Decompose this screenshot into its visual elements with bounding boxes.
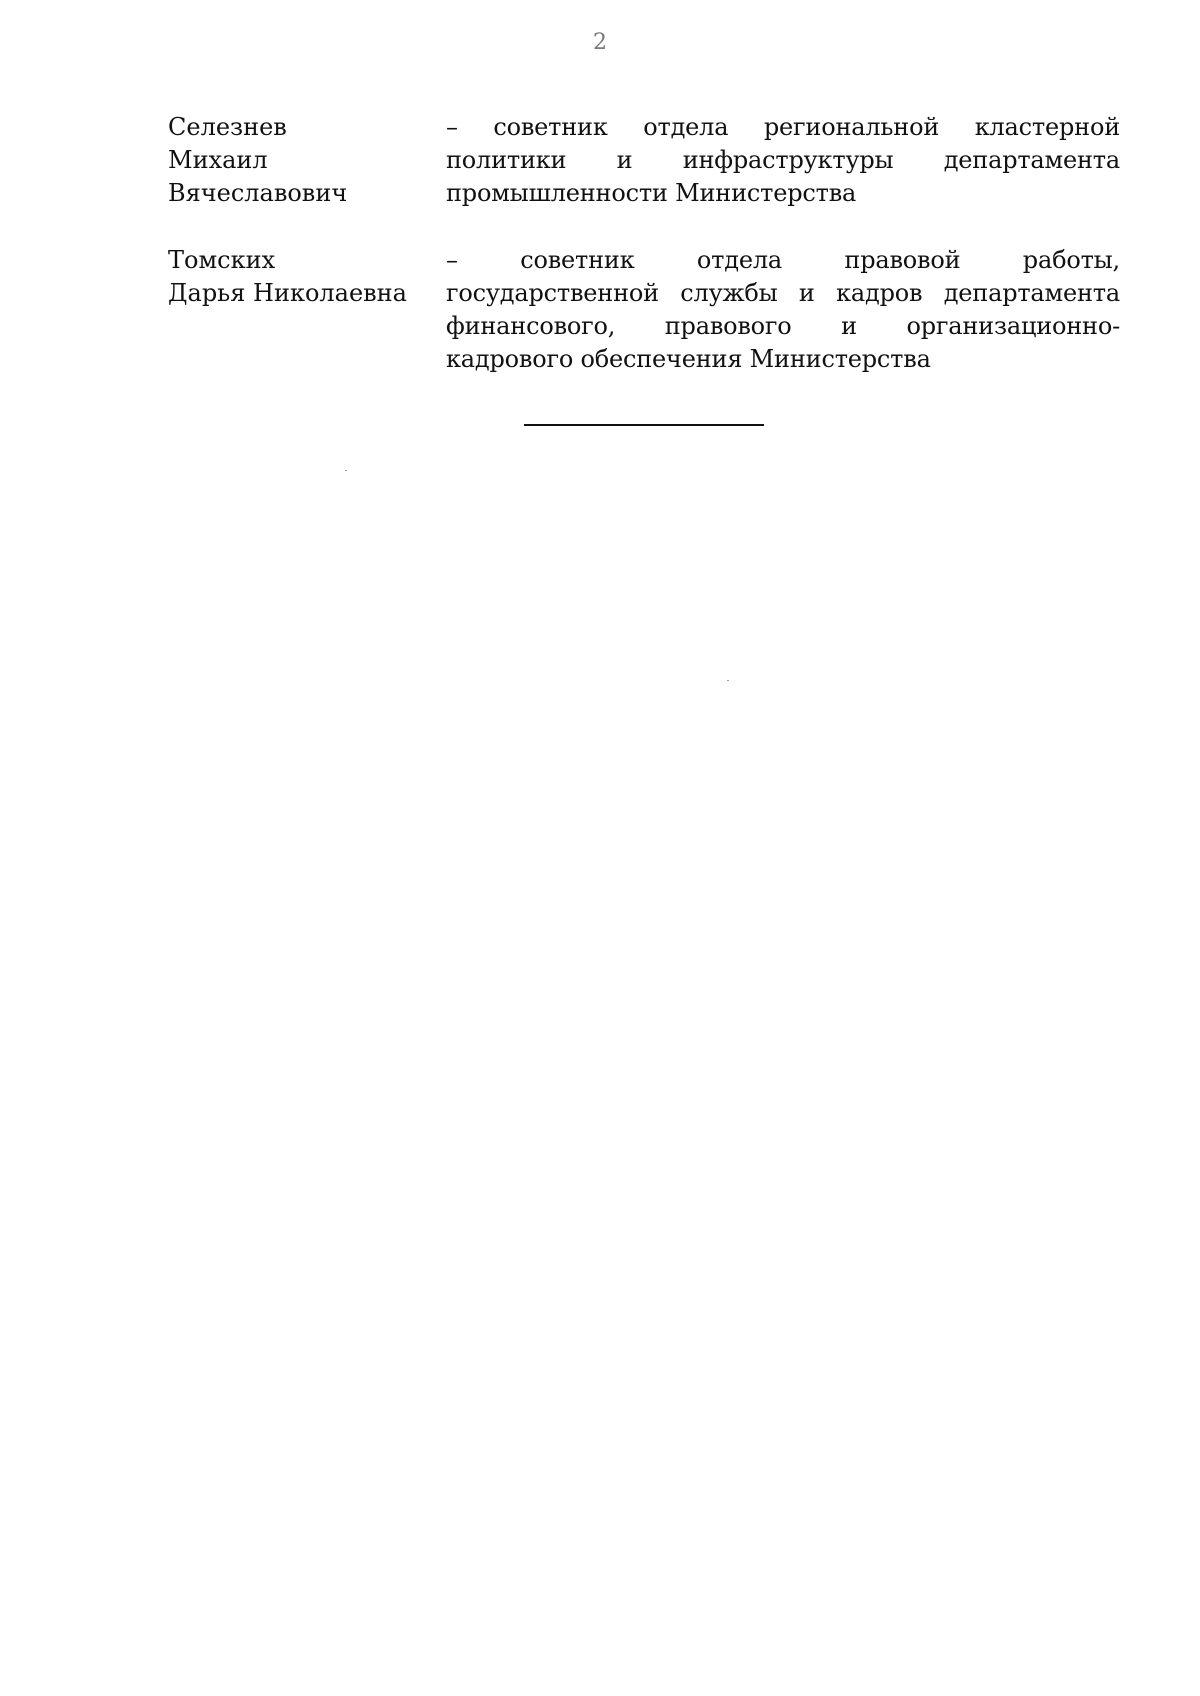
person-name (168, 244, 428, 310)
first-name-patronymic: Дарья Николаевна (168, 279, 407, 307)
first-name: Михаил (168, 146, 268, 174)
position-description: – советник отдела региональной кластерной политики и инфраструктуры департамента промышленности Министерства (446, 113, 1120, 207)
scan-speck (727, 680, 729, 681)
end-of-list-rule (524, 424, 764, 426)
person-name (168, 111, 428, 210)
scan-speck (345, 470, 347, 471)
patronymic: Вячеславович (168, 179, 348, 207)
page-number: 2 (593, 30, 607, 55)
surname: Селезнев (168, 113, 287, 141)
surname: Томских (168, 246, 276, 274)
position-description: – советник отдела правовой работы, государственной службы и кадров департамента финансового, правового и организационно-кадрового обеспечения Министерства (446, 246, 1120, 373)
